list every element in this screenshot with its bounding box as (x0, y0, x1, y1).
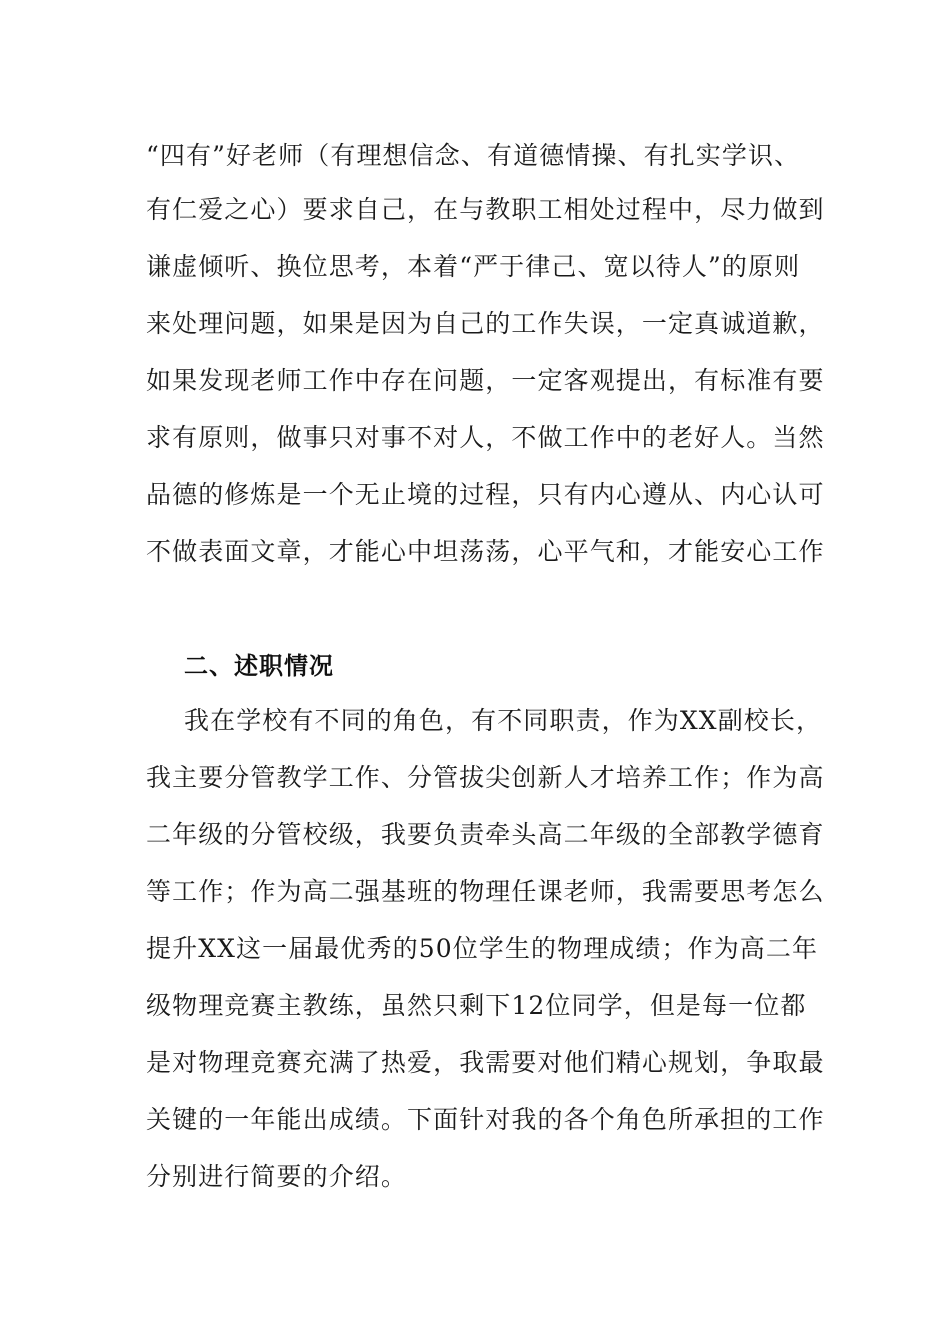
paragraph-1-line-1: “四有”好老师（有理想信念、有道德情操、有扎实学识、 (146, 141, 801, 170)
paragraph-1-line-3: 谦虚倾听、换位思考，本着“严于律己、宽以待人”的原则 (146, 252, 801, 281)
section-heading: 二、述职情况 (184, 652, 334, 680)
paragraph-1-line-2: 有仁爱之心）要求自己，在与教职工相处过程中，尽力做到 (146, 195, 825, 224)
paragraph-1-line-6: 求有原则，做事只对事不对人，不做工作中的老好人。当然 (146, 423, 825, 452)
paragraph-2-line-7: 是对物理竞赛充满了热爱，我需要对他们精心规划，争取最 (146, 1048, 825, 1077)
paragraph-2-line-2: 我主要分管教学工作、分管拔尖创新人才培养工作；作为高 (146, 763, 825, 792)
paragraph-1-line-4: 来处理问题，如果是因为自己的工作失误，一定真诚道歉， (146, 309, 825, 338)
paragraph-2-line-1: 我在学校有不同的角色，有不同职责，作为XX副校长， (184, 706, 823, 735)
paragraph-2-line-9: 分别进行简要的介绍。 (146, 1162, 408, 1191)
paragraph-1-line-8: 不做表面文章，才能心中坦荡荡，心平气和，才能安心工作 (146, 537, 825, 566)
paragraph-2-line-6: 级物理竞赛主教练，虽然只剩下12位同学，但是每一位都 (146, 991, 807, 1020)
paragraph-1-line-5: 如果发现老师工作中存在问题，一定客观提出，有标准有要 (146, 366, 825, 395)
paragraph-2-line-3: 二年级的分管校级，我要负责牵头高二年级的全部教学德育 (146, 820, 825, 849)
paragraph-2-line-4: 等工作；作为高二强基班的物理任课老师，我需要思考怎么 (146, 877, 825, 906)
paragraph-2-line-8: 关键的一年能出成绩。下面针对我的各个角色所承担的工作 (146, 1105, 825, 1134)
paragraph-1-line-7: 品德的修炼是一个无止境的过程，只有内心遵从、内心认可 (146, 480, 825, 509)
paragraph-2-line-5: 提升XX这一届最优秀的50位学生的物理成绩；作为高二年 (146, 934, 819, 963)
